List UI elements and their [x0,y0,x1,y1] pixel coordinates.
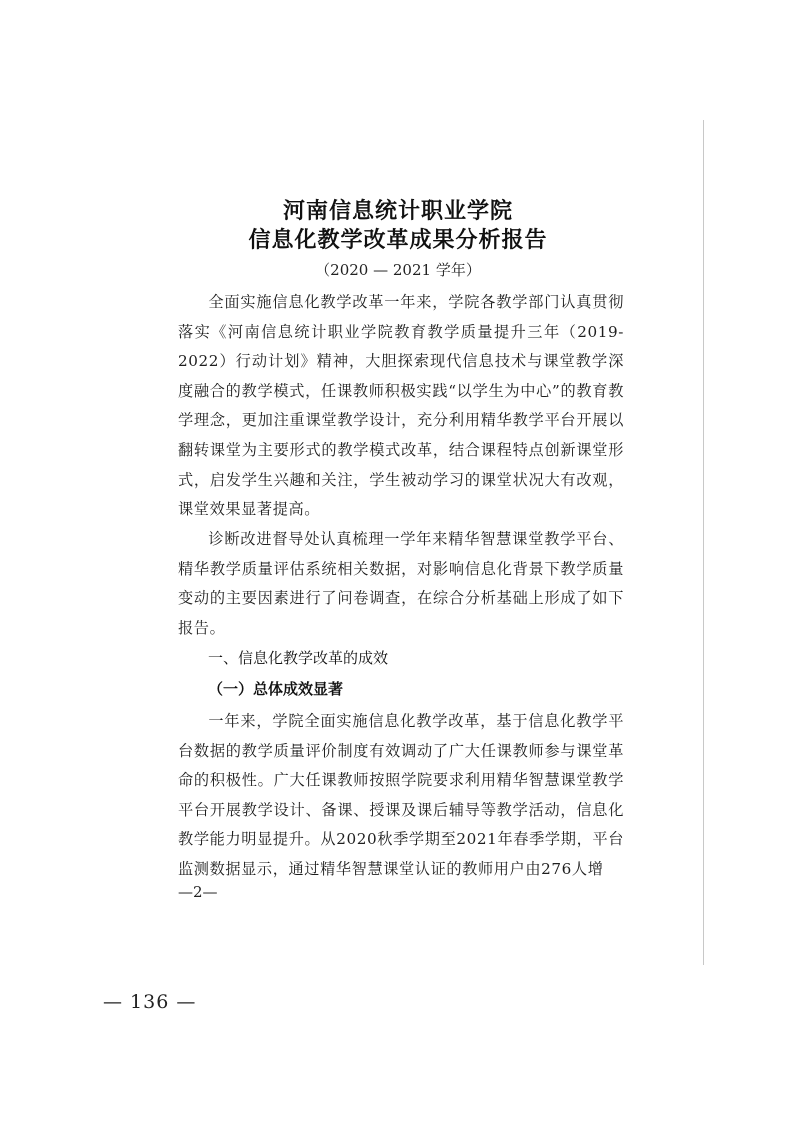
subsection-heading: （一）总体成效显著 [208,680,344,698]
section-heading: 一、信息化教学改革的成效 [208,649,389,667]
report-subtitle: （2020 — 2021 学年） [315,261,481,279]
inner-page-number: —2— [178,883,218,901]
report-title-line1: 河南信息统计职业学院 [282,199,513,224]
survey-paragraph: 诊断改进督导处认真梳理一学年来精华智慧课堂教学平台、精华教学质量评估系统相关数据，对影响信息化背景下教学质量变动的主要因素进行了问卷调查，在综合分析基础上形成了如下报告。 [178,530,624,637]
intro-paragraph: 全面实施信息化教学改革一年来，学院各教学部门认真贯彻落实《河南信息统计职业学院教育教学质量提升三年（2019-2022）行动计划》精神，大胆探索现代信息技术与课堂教学深度融合的教学模式，任课教师积极实践“以学生为中心”的教育教学理念，更加注重课堂教学设计，充分利用精华教学平台开展以翻转课堂为主要形式的教学模式改革，结合课程特点创新课堂形式，启发学生兴趣和关注，学生被动学习的课堂状况大有改观，课堂效果显著提高。 [178,293,624,519]
page-margin-rule [703,120,704,965]
overview-paragraph: 一年来，学院全面实施信息化教学改革，基于信息化教学平台数据的教学质量评价制度有效调动了广大任课教师参与课堂革命的积极性。广大任课教师按照学院要求利用精华智慧课堂教学平台开展教学设计、备课、授课及课后辅导等教学活动，信息化教学能力明显提升。从2020秋季学期至2021年春季学期，平台监测数据显示，通过精华智慧课堂认证的教师用户由276人增 [178,712,624,878]
report-title-line2: 信息化教学改革成果分析报告 [248,228,548,253]
outer-page-number: — 136 — [103,991,197,1013]
